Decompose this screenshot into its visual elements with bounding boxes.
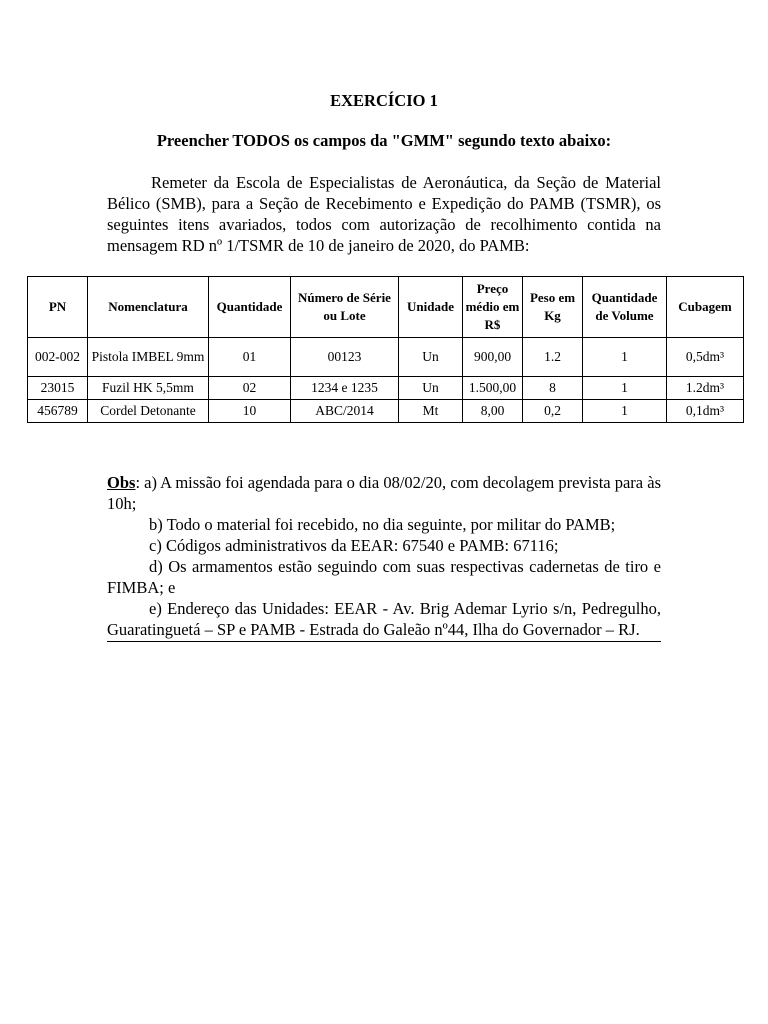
cell-nomenclatura: Pistola IMBEL 9mm [88,338,209,377]
cell-volume: 1 [583,377,667,400]
column-header-numero-serie: Número de Série ou Lote [291,277,399,338]
obs-item-a [107,472,661,514]
cell-unidade: Mt [399,400,463,423]
column-header-peso: Peso em Kg [523,277,583,338]
obs-item-a-text: : a) A missão foi agendada para o dia 08/02/20, com decolagem prevista para às 10h; [107,473,661,513]
table-row [28,400,744,423]
exercise-title: EXERCÍCIO 1 [330,91,438,110]
cell-pn: 23015 [28,377,88,400]
cell-pn: 002-002 [28,338,88,377]
column-header-volume: Quantidade de Volume [583,277,667,338]
cell-cubagem: 0,5dm³ [667,338,744,377]
items-table [27,276,744,423]
cell-cubagem: 1.2dm³ [667,377,744,400]
obs-item-e: e) Endereço das Unidades: EEAR - Av. Brig Ademar Lyrio s/n, Pedregulho, Guaratinguetá – SP e PAMB - Estrada do Galeão nº44, Ilha do Governador – RJ. [107,599,661,639]
column-header-pn: PN [28,277,88,338]
column-header-preco: Preço médio em R$ [463,277,523,338]
cell-preco: 900,00 [463,338,523,377]
column-header-nomenclatura: Nomenclatura [88,277,209,338]
cell-volume: 1 [583,338,667,377]
cell-quantidade: 10 [209,400,291,423]
cell-unidade: Un [399,338,463,377]
column-header-quantidade: Quantidade [209,277,291,338]
cell-numero-serie: ABC/2014 [291,400,399,423]
table-row [28,377,744,400]
obs-item-d: d) Os armamentos estão seguindo com suas respectivas cadernetas de tiro e FIMBA; e [107,557,661,597]
cell-numero-serie: 00123 [291,338,399,377]
column-header-unidade: Unidade [399,277,463,338]
intro-paragraph: Remeter da Escola de Especialistas de Aeronáutica, da Seção de Material Bélico (SMB), para a Seção de Recebimento e Expedição do PAMB (TSMR), os seguintes itens avariados, todos com autorização de recolhimento contida na mensagem RD nº 1/TSMR de 10 de janeiro de 2020, do PAMB: [107,173,661,255]
cell-nomenclatura: Cordel Detonante [88,400,209,423]
table-row [28,338,744,377]
cell-preco: 1.500,00 [463,377,523,400]
cell-volume: 1 [583,400,667,423]
instruction-subtitle: Preencher TODOS os campos da "GMM" segundo texto abaixo: [156,131,612,150]
cell-pn: 456789 [28,400,88,423]
cell-preco: 8,00 [463,400,523,423]
cell-peso: 1.2 [523,338,583,377]
cell-peso: 0,2 [523,400,583,423]
cell-cubagem: 0,1dm³ [667,400,744,423]
cell-numero-serie: 1234 e 1235 [291,377,399,400]
obs-item-c: c) Códigos administrativos da EEAR: 67540 e PAMB: 67116; [149,536,559,555]
column-header-cubagem: Cubagem [667,277,744,338]
cell-quantidade: 02 [209,377,291,400]
cell-nomenclatura: Fuzil HK 5,5mm [88,377,209,400]
table-header-row [28,277,744,338]
obs-item-b: b) Todo o material foi recebido, no dia seguinte, por militar do PAMB; [149,515,616,534]
cell-quantidade: 01 [209,338,291,377]
obs-label: Obs [107,473,136,492]
cell-peso: 8 [523,377,583,400]
observations-block [107,472,661,642]
cell-unidade: Un [399,377,463,400]
